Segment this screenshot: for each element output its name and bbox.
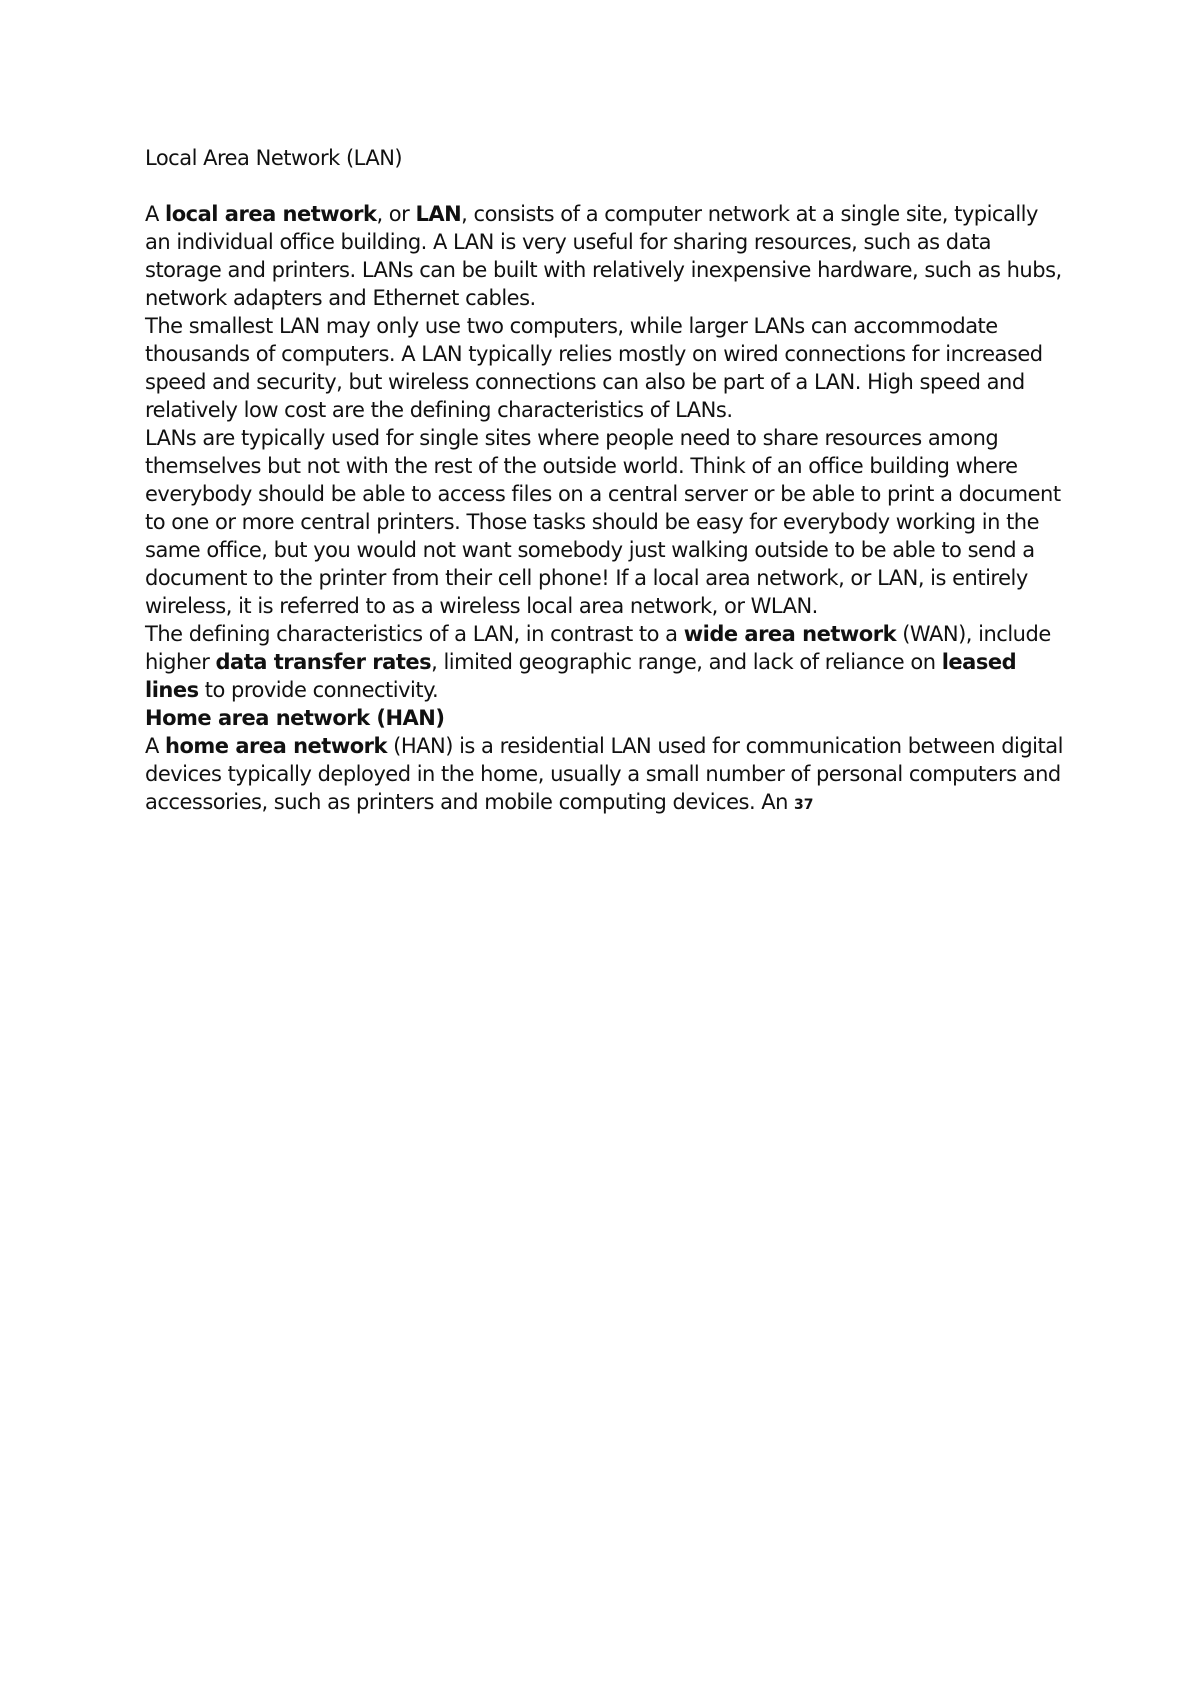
term-local-area-network: local area network <box>165 202 377 226</box>
text-span: (HAN) is a residential LAN used for communication between digital devices typically deployed in the home, usually a small number of personal computers and accessories, such as printers and mobile computing devices. An <box>145 734 1063 814</box>
term-lan: LAN <box>415 202 462 226</box>
han-heading: Home area network (HAN) <box>145 706 445 730</box>
page-number: 37 <box>793 797 814 813</box>
text-span: to provide connectivity. <box>198 678 439 702</box>
han-paragraph-1 <box>145 732 1065 819</box>
text-span: , limited geographic range, and lack of reliance on <box>431 650 942 674</box>
term-wide-area-network: wide area network <box>683 622 897 646</box>
lan-paragraph-3: LANs are typically used for single sites where people need to share resources among themselves but not with the rest of the outside world. Think of an office building where everybody should be able to access files on a central server or be able to print a document to one or more central printers. Those tasks should be easy for everybody working in the same office, but you would not want somebody just walking outside to be able to send a document to the printer from their cell phone! If a local area network, or LAN, is entirely wireless, it is referred to as a wireless local area network, or WLAN. <box>145 426 1061 618</box>
lan-paragraph-2: The smallest LAN may only use two computers, while larger LANs can accommodate thousands of computers. A LAN typically relies mostly on wired connections for increased speed and security, but wireless connections can also be part of a LAN. High speed and relatively low cost are the defining characteristics of LANs. <box>145 314 1043 422</box>
term-data-transfer-rates: data transfer rates <box>215 650 432 674</box>
text-span: (WAN), include higher <box>145 622 1051 674</box>
text-span: , or <box>376 202 416 226</box>
document-body <box>145 144 1065 819</box>
term-home-area-network: home area network <box>165 734 387 758</box>
text-span: A <box>145 734 166 758</box>
lan-paragraph-1 <box>145 200 1065 312</box>
text-span: , consists of a computer network at a single site, typically an individual office building. A LAN is very useful for sharing resources, such as data storage and printers. LANs can be built with relatively inexpensive hardware, such as hubs, network adapters and Ethernet cables. <box>145 202 1062 310</box>
lan-heading: Local Area Network (LAN) <box>145 146 403 170</box>
text-span: The defining characteristics of a LAN, in contrast to a <box>145 622 684 646</box>
lan-paragraph-4 <box>145 620 1065 704</box>
term-leased-lines: leased lines <box>145 650 1017 702</box>
text-span: A <box>145 202 166 226</box>
